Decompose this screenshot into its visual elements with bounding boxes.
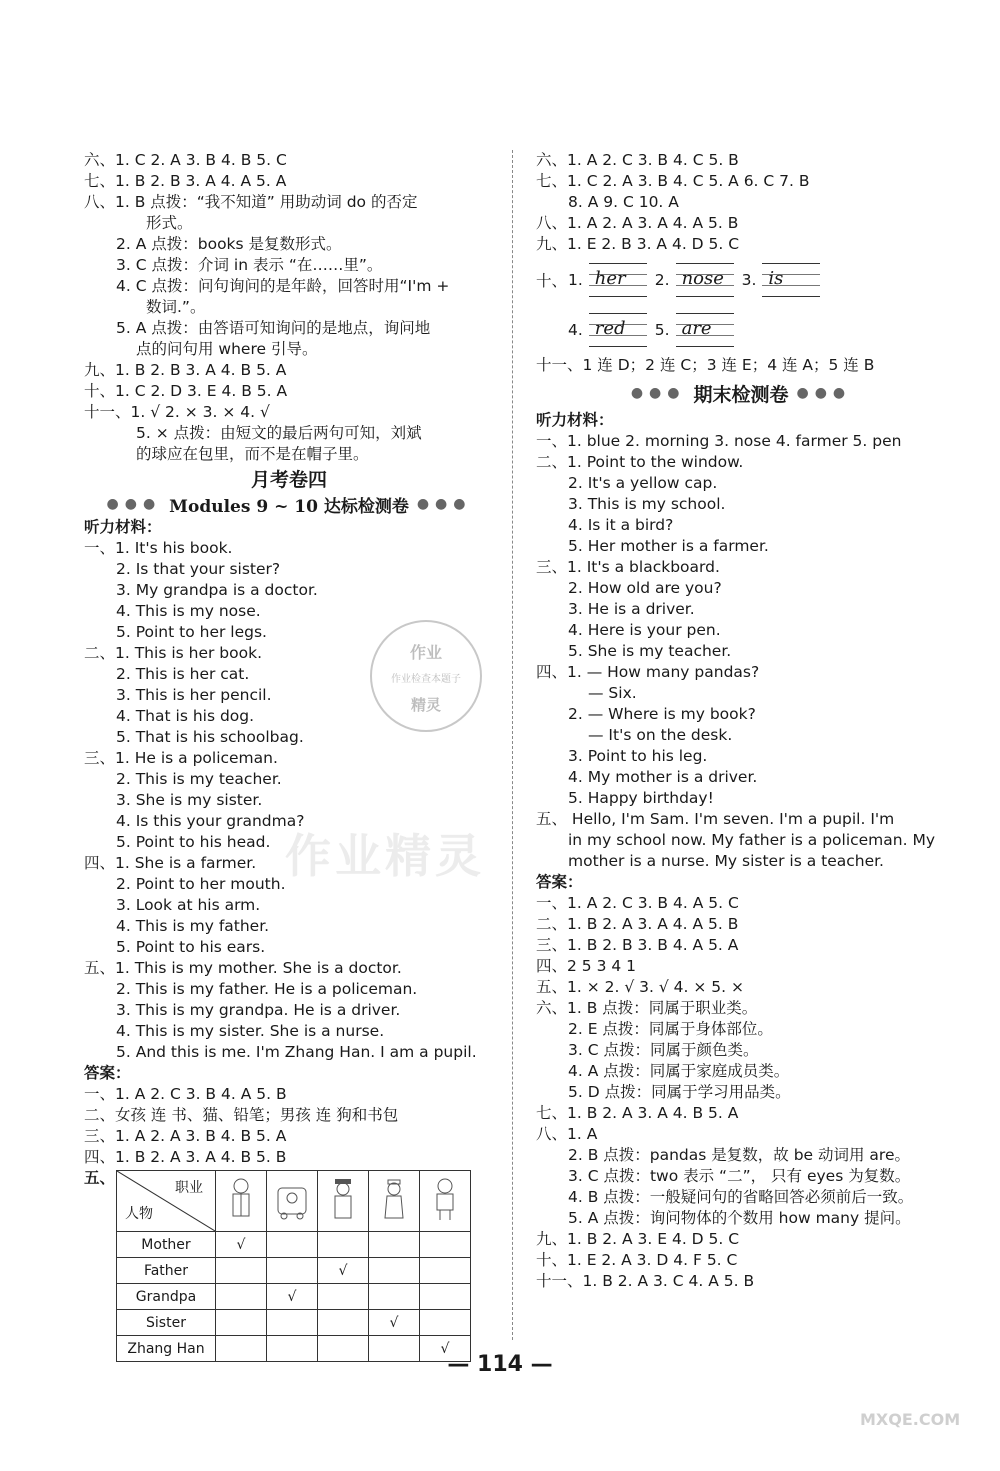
text-line: 一、1. blue 2. morning 3. nose 4. farmer 5. pen xyxy=(536,432,902,450)
dots-decoration-left: ●●● xyxy=(630,385,686,401)
text-line: 九、1. B 2. B 3. A 4. B 5. A xyxy=(84,361,287,379)
table-row xyxy=(117,1284,471,1310)
text-line: 七、1. C 2. A 3. B 4. C 5. A 6. C 7. B xyxy=(536,172,810,190)
matching-answers-block xyxy=(536,355,946,376)
text-line: 5. Her mother is a farmer. xyxy=(568,537,769,555)
handwritten-word: are xyxy=(681,318,712,339)
table-row xyxy=(117,1258,471,1284)
text-line: 3. This is my school. xyxy=(568,495,726,513)
table-header-row xyxy=(117,1171,471,1232)
text-line: 3. C 点拨：介词 in 表示 “在……里”。 xyxy=(116,256,383,274)
text-line: 四、1. — How many pandas? xyxy=(536,663,760,681)
check-mark-cell xyxy=(420,1232,471,1258)
handwriting-item-number: 5. xyxy=(654,321,670,339)
check-mark-cell xyxy=(369,1232,420,1258)
dots-decoration-left: ●●● xyxy=(106,496,162,512)
check-mark-cell xyxy=(267,1310,318,1336)
text-line: 六、1. C 2. A 3. B 4. B 5. C xyxy=(84,151,287,169)
table-corner-cell xyxy=(117,1171,216,1232)
handwriting-item-number: 1. xyxy=(568,271,583,289)
right-answers-block xyxy=(536,150,946,255)
left-answers-block xyxy=(84,150,494,465)
text-line: 4. My mother is a driver. xyxy=(568,768,758,786)
nurse-picture xyxy=(369,1171,420,1232)
text-line: 三、1. A 2. A 3. B 4. B 5. A xyxy=(84,1127,287,1145)
text-line: — It's on the desk. xyxy=(588,726,733,744)
pupil-picture xyxy=(420,1171,471,1232)
stamp-top-text: 作业 xyxy=(409,643,442,662)
text-line: 5. A 点拨：询问物体的个数用 how many 提问。 xyxy=(568,1209,911,1227)
monthly-test-title: 月考卷四 xyxy=(250,468,327,491)
check-mark-cell xyxy=(216,1258,267,1284)
text-line: 六、1. B 点拨：同属于职业类。 xyxy=(536,999,758,1017)
text-line: 四、2 5 3 4 1 xyxy=(536,957,637,975)
text-line: 5. She is my teacher. xyxy=(568,642,732,660)
occupation-table xyxy=(116,1170,471,1362)
check-mark-cell: √ xyxy=(318,1258,369,1284)
text-line: 2. E 点拨：同属于身体部位。 xyxy=(568,1020,773,1038)
modules-title: Modules 9 ~ 10 达标检测卷 xyxy=(169,496,409,517)
text-line: 二、1. B 2. A 3. A 4. A 5. B xyxy=(536,915,739,933)
text-line: — Six. xyxy=(588,684,637,702)
text-line: 五、1. × 2. √ 3. √ 4. × 5. × xyxy=(536,978,745,996)
table-section-label: 五、 xyxy=(84,1169,116,1187)
pupil-icon xyxy=(425,1174,465,1224)
four-line-writing-box xyxy=(589,263,647,297)
text-line: 4. This is my nose. xyxy=(116,602,261,620)
text-line: 4. B 点拨：一般疑问句的省略回答必须前后一致。 xyxy=(568,1188,914,1206)
text-line: 八、1. A 2. A 3. A 4. A 5. B xyxy=(536,214,739,232)
check-mark-cell xyxy=(369,1258,420,1284)
text-line: 十一、1. √ 2. × 3. × 4. √ xyxy=(84,403,270,421)
text-line: 一、1. A 2. C 3. B 4. A 5. C xyxy=(536,894,739,912)
dots-decoration-right: ●●● xyxy=(416,496,472,512)
text-line: 十一、1 连 D；2 连 C；3 连 E；4 连 A；5 连 B xyxy=(536,356,875,374)
monthly-test-title-row xyxy=(84,465,494,491)
text-line: 5. × 点拨：由短文的最后两句可知，刘斌 xyxy=(136,424,422,442)
four-line-writing-box xyxy=(676,313,734,347)
background-watermark: 作业精灵 xyxy=(285,829,485,883)
text-line: 三、1. It's a blackboard. xyxy=(536,558,720,576)
handwritten-word: nose xyxy=(681,268,724,289)
text-line: 5. Point to his head. xyxy=(116,833,271,851)
text-line: 3. This is my grandpa. He is a driver. xyxy=(116,1001,401,1019)
occupation-table-section xyxy=(84,1168,494,1362)
four-line-writing-box xyxy=(762,263,820,297)
text-line: 八、1. A xyxy=(536,1125,598,1143)
text-line: 2. B 点拨：pandas 是复数，故 be 动词用 are。 xyxy=(568,1146,910,1164)
check-mark-cell xyxy=(267,1258,318,1284)
handwriting-row xyxy=(536,255,946,305)
text-line: 5. That is his schoolbag. xyxy=(116,728,304,746)
final-test-title: 期末检测卷 xyxy=(693,383,789,406)
text-line: 四、1. B 2. A 3. A 4. B 5. B xyxy=(84,1148,287,1166)
text-line: 五、 Hello, I'm Sam. I'm seven. I'm a pupil. I'm xyxy=(536,810,895,828)
text-line: 5. D 点拨：同属于学习用品类。 xyxy=(568,1083,791,1101)
text-line: 二、1. Point to the window. xyxy=(536,453,744,471)
handwritten-word: her xyxy=(594,268,626,289)
text-line: 3. This is her pencil. xyxy=(116,686,272,704)
text-line: 3. Point to his leg. xyxy=(568,747,708,765)
bus-driver-icon xyxy=(272,1174,312,1224)
text-line: 八、1. B 点拨：“我不知道” 用助动词 do 的否定 xyxy=(84,193,418,211)
text-line: 听力材料： xyxy=(536,411,614,429)
text-line: 4. A 点拨：同属于家庭成员类。 xyxy=(568,1062,790,1080)
doctor-icon xyxy=(221,1174,261,1224)
text-line: 5. A 点拨：由答语可知询问的是地点，询问地 xyxy=(116,319,431,337)
check-mark-cell xyxy=(420,1310,471,1336)
text-line: 4. Is it a bird? xyxy=(568,516,674,534)
text-line: 5. Point to her legs. xyxy=(116,623,267,641)
table-row xyxy=(117,1232,471,1258)
left-listening-block xyxy=(84,517,494,1168)
text-line: 十、1. E 2. A 3. D 4. F 5. C xyxy=(536,1251,738,1269)
text-line: 九、1. E 2. B 3. A 4. D 5. C xyxy=(536,235,740,253)
text-line: 答案： xyxy=(84,1064,131,1082)
text-line: 3. C 点拨：同属于颜色类。 xyxy=(568,1041,759,1059)
text-line: 形式。 xyxy=(146,214,193,232)
text-line: 点的问句用 where 引导。 xyxy=(136,340,318,358)
text-line: 3. Look at his arm. xyxy=(116,896,261,914)
text-line: 4. That is his dog. xyxy=(116,707,255,725)
handwriting-item-number: 3. xyxy=(741,271,757,289)
handwriting-row xyxy=(536,305,946,355)
text-line: 5. Point to his ears. xyxy=(116,938,266,956)
four-line-writing-box xyxy=(676,263,734,297)
check-mark-cell xyxy=(420,1284,471,1310)
text-line: 二、女孩 连 书、猫、铅笔；男孩 连 狗和书包 xyxy=(84,1106,399,1124)
text-line: mother is a nurse. My sister is a teacher. xyxy=(568,852,884,870)
handwriting-item-number: 4. xyxy=(568,321,583,339)
text-line: 3. C 点拨：two 表示 “二”， 只有 eyes 为复数。 xyxy=(568,1167,911,1185)
text-line: 2. Is that your sister? xyxy=(116,560,281,578)
text-line: 一、1. A 2. C 3. B 4. A 5. B xyxy=(84,1085,287,1103)
text-line: 4. C 点拨：问句询问的是年龄，回答时用“I'm + xyxy=(116,277,450,295)
text-line: 4. This is my father. xyxy=(116,917,270,935)
header-occupation-label: 职业 xyxy=(175,1180,203,1196)
text-line: 七、1. B 2. A 3. A 4. B 5. A xyxy=(536,1104,739,1122)
check-mark-cell xyxy=(318,1310,369,1336)
dots-decoration-right: ●●● xyxy=(796,385,852,401)
text-line: 2. It's a yellow cap. xyxy=(568,474,718,492)
check-mark-cell: √ xyxy=(216,1232,267,1258)
handwritten-word: red xyxy=(594,318,626,339)
corner-watermark: MXQE.COM xyxy=(860,1410,961,1429)
text-line: 2. How old are you? xyxy=(568,579,722,597)
person-name-cell: Grandpa xyxy=(117,1284,216,1310)
text-line: 数词.”。 xyxy=(146,298,206,316)
right-column xyxy=(536,150,946,1292)
text-line: 九、1. B 2. A 3. E 4. D 5. C xyxy=(536,1230,740,1248)
text-line: 听力材料： xyxy=(84,518,162,536)
check-mark-cell xyxy=(420,1258,471,1284)
table-row xyxy=(117,1310,471,1336)
text-line: 3. She is my sister. xyxy=(116,791,263,809)
handwriting-block xyxy=(536,255,946,355)
right-listening-block xyxy=(536,410,946,1292)
handwriting-item-number: 2. xyxy=(654,271,670,289)
text-line: 七、1. B 2. B 3. A 4. A 5. A xyxy=(84,172,287,190)
check-mark-cell: √ xyxy=(420,1336,471,1362)
text-line: 十、1. C 2. D 3. E 4. B 5. A xyxy=(84,382,288,400)
person-name-cell: Mother xyxy=(117,1232,216,1258)
text-line: 四、1. She is a farmer. xyxy=(84,854,257,872)
text-line: 三、1. He is a policeman. xyxy=(84,749,278,767)
check-mark-cell: √ xyxy=(369,1310,420,1336)
final-test-title-row xyxy=(536,376,946,410)
text-line: 2. — Where is my book? xyxy=(568,705,756,723)
policeman-picture xyxy=(318,1171,369,1232)
person-name-cell: Father xyxy=(117,1258,216,1284)
text-line: 二、1. This is her book. xyxy=(84,644,262,662)
text-line: 3. My grandpa is a doctor. xyxy=(116,581,318,599)
column-divider xyxy=(512,150,513,1340)
check-mark-cell: √ xyxy=(267,1284,318,1310)
text-line: 十一、1. B 2. A 3. C 4. A 5. B xyxy=(536,1272,755,1290)
text-line: 5. Happy birthday! xyxy=(568,789,714,807)
check-mark-cell xyxy=(267,1232,318,1258)
bus-driver-picture xyxy=(267,1171,318,1232)
check-mark-cell xyxy=(369,1284,420,1310)
text-line: 2. This is my teacher. xyxy=(116,770,282,788)
policeman-icon xyxy=(323,1174,363,1224)
check-mark-cell xyxy=(318,1284,369,1310)
stamp-bottom-text: 精灵 xyxy=(410,696,441,714)
text-line: 2. Point to her mouth. xyxy=(116,875,286,893)
text-line: 2. A 点拨：books 是复数形式。 xyxy=(116,235,342,253)
text-line: 答案： xyxy=(536,873,583,891)
text-line: 4. This is my sister. She is a nurse. xyxy=(116,1022,385,1040)
text-line: in my school now. My father is a policeman. My xyxy=(568,831,936,849)
text-line: 五、1. This is my mother. She is a doctor. xyxy=(84,959,402,977)
handwriting-section-label: 十、 xyxy=(536,272,568,290)
handwritten-word: is xyxy=(768,268,784,289)
text-line: 的球应在包里，而不是在帽子里。 xyxy=(136,445,369,463)
text-line: 六、1. A 2. C 3. B 4. C 5. B xyxy=(536,151,739,169)
check-mark-cell xyxy=(216,1310,267,1336)
four-line-writing-box xyxy=(589,313,647,347)
text-line: 8. A 9. C 10. A xyxy=(568,193,679,211)
text-line: 三、1. B 2. B 3. B 4. A 5. A xyxy=(536,936,739,954)
text-line: 4. Here is your pen. xyxy=(568,621,721,639)
text-line: 2. This is her cat. xyxy=(116,665,250,683)
check-mark-cell xyxy=(216,1284,267,1310)
stamp-middle-text: 作业检查本题子 xyxy=(391,674,461,685)
header-person-label: 人物 xyxy=(125,1206,153,1222)
person-name-cell: Zhang Han xyxy=(117,1336,216,1362)
text-line: 4. Is this your grandma? xyxy=(116,812,305,830)
text-line: 一、1. It's his book. xyxy=(84,539,233,557)
page-number: — 114 — xyxy=(447,1352,553,1377)
person-name-cell: Sister xyxy=(117,1310,216,1336)
text-line: 3. He is a driver. xyxy=(568,600,695,618)
check-mark-cell xyxy=(318,1232,369,1258)
text-line: 5. And this is me. I'm Zhang Han. I am a pupil. xyxy=(116,1043,477,1061)
text-line: 2. This is my father. He is a policeman. xyxy=(116,980,418,998)
doctor-picture xyxy=(216,1171,267,1232)
nurse-icon xyxy=(374,1174,414,1224)
modules-title-row xyxy=(84,491,494,517)
left-column xyxy=(84,150,494,1362)
